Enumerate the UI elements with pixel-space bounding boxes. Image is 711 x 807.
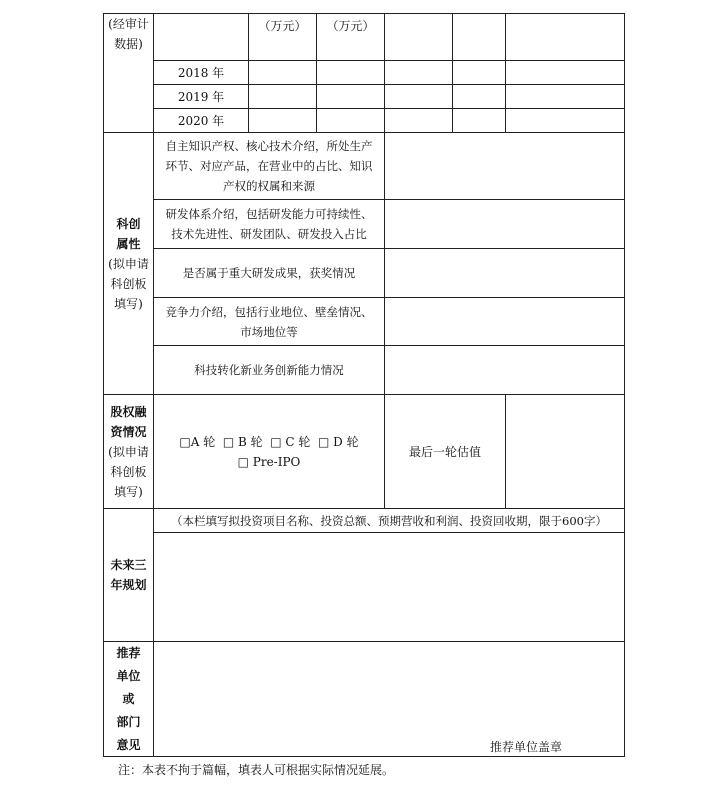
tech-attr-row-competition-line2: 市场地位等 (240, 324, 298, 339)
audit-label-line1: (经审计 (108, 17, 149, 31)
plan-label (104, 509, 153, 641)
equity-rounds-line2[interactable]: □ Pre-IPO (237, 454, 301, 469)
equity-valuation-label: 最后一轮估值 (408, 444, 481, 459)
tech-attr-note-line1: (拟申请 (108, 257, 149, 271)
recommend-title-2: 单位 (116, 668, 141, 683)
footnote: 注：本表不拘于篇幅，填表人可根据实际情况延展。 (118, 763, 395, 777)
tech-attr-row-rnd (154, 200, 384, 248)
equity-valuation-input[interactable] (506, 395, 624, 508)
tech-attr-row-ip-line1: 自主知识产权、核心技术介绍，所处生产 (165, 139, 373, 153)
tech-attr-row-ip-line2: 环节、对应产品，在营业中的占比、知识 (165, 159, 373, 173)
audit-year-2020: 2020 年 (177, 113, 225, 128)
audit-header-blank (154, 14, 248, 60)
recommend-label (104, 642, 153, 756)
equity-rounds-line1[interactable]: □A 轮 □ B 轮 □ C 轮 □ D 轮 (179, 434, 359, 449)
audit-label (104, 14, 153, 54)
tech-attr-label (104, 206, 153, 322)
tech-attr-row-rnd-line2: 技术先进性、研发团队、研发投入占比 (171, 227, 367, 241)
tech-attr-title-line1: 科创 (116, 217, 141, 231)
plan-title-line2: 年规划 (110, 578, 147, 592)
recommend-title-3: 或 (122, 691, 135, 706)
equity-title-line1: 股权融 (110, 405, 147, 419)
plan-content-area[interactable] (154, 533, 624, 641)
tech-attr-row-competition (154, 298, 384, 345)
equity-note-line3: 填写) (114, 485, 143, 499)
recommend-title-5: 意见 (116, 737, 141, 752)
equity-title-line2: 资情况 (110, 425, 147, 439)
audit-year-2019: 2019 年 (177, 89, 225, 104)
recommend-stamp-label: 推荐单位盖章 (490, 740, 563, 754)
equity-label (104, 396, 153, 508)
plan-instruction: （本栏填写拟投资项目名称、投资总额、预期营收和利润、投资回收期，限于600字） (171, 513, 607, 528)
tech-attr-row-ip-line3: 产权的权属和来源 (223, 179, 315, 193)
tech-attr-row-rnd-line1: 研发体系介绍，包括研发能力可持续性、 (165, 207, 373, 221)
tech-attr-row-ip (154, 133, 384, 199)
recommend-title-1: 推荐 (116, 645, 141, 660)
equity-note-line1: (拟申请 (108, 445, 149, 459)
equity-note-line2: 科创板 (110, 465, 147, 479)
tech-attr-note-line3: 填写) (114, 297, 143, 311)
plan-title-line1: 未来三 (110, 558, 147, 572)
equity-rounds-options[interactable] (154, 395, 384, 508)
audit-label-line2: 数据) (114, 37, 143, 51)
tech-attr-note-line2: 科创板 (110, 277, 147, 291)
audit-unit-2: （万元） (326, 19, 375, 33)
tech-attr-row-competition-line1: 竞争力介绍，包括行业地位、壁垒情况、 (165, 304, 373, 319)
audit-unit-1: （万元） (258, 19, 307, 33)
tech-attr-row-awards: 是否属于重大研发成果，获奖情况 (182, 266, 356, 280)
audit-year-2018: 2018 年 (177, 65, 225, 80)
tech-attr-title-line2: 属性 (116, 237, 141, 251)
tech-attr-row-innovation: 科技转化新业务创新能力情况 (194, 363, 344, 377)
recommend-title-4: 部门 (116, 714, 141, 729)
